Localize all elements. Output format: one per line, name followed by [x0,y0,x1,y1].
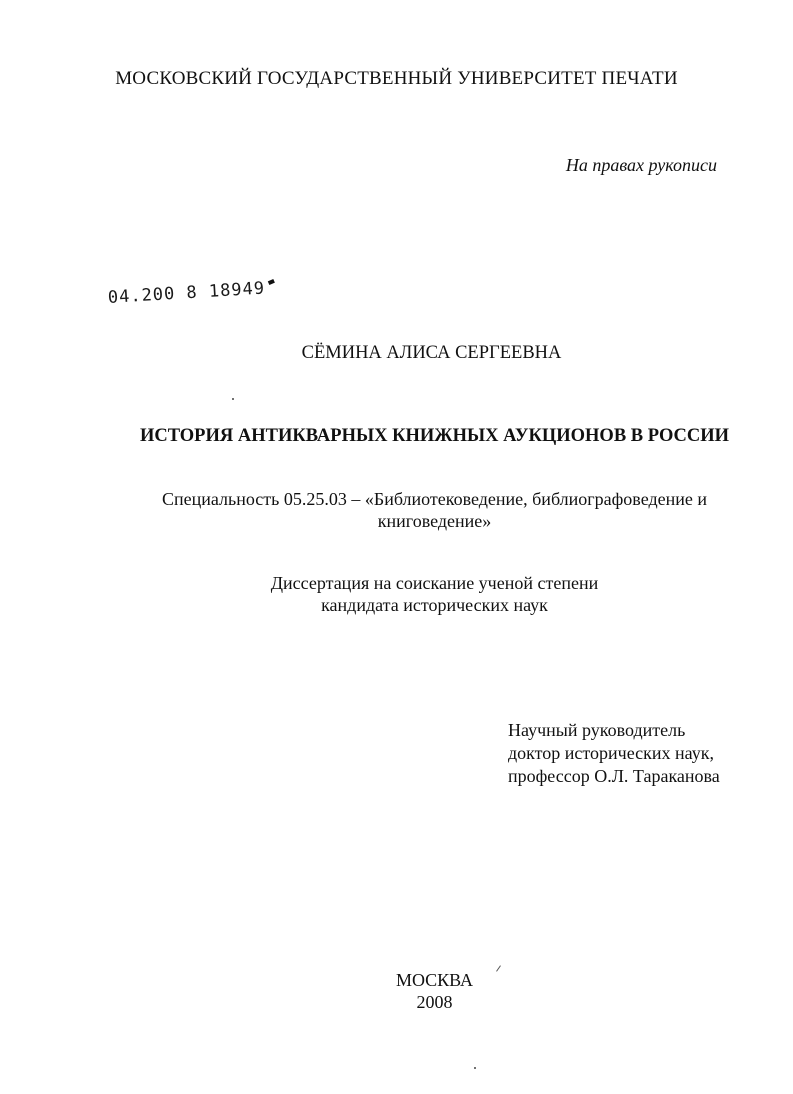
specialty-line-2: книговедение» [377,511,492,531]
advisor-block [508,719,720,788]
advisor-degree: доктор исторических наук, [508,743,714,763]
specialty-line-1: Специальность 05.25.03 – «Библиотековедение, библиографоведение и [161,489,707,509]
library-stamp-number: 04.200 8 18949 [107,278,266,308]
author-name: СЁМИНА АЛИСА СЕРГЕЕВНА [301,343,562,363]
scan-speck [232,398,234,400]
advisor-role: Научный руководитель [508,720,686,740]
degree-line-2: кандидата исторических наук [321,595,548,615]
advisor-name: профессор О.Л. Тараканова [508,766,720,786]
university-name: МОСКОВСКИЙ ГОСУДАРСТВЕННЫЙ УНИВЕРСИТЕТ ПЕЧАТИ [115,68,678,89]
specialty-block [0,488,793,532]
scan-speck [474,1067,476,1069]
manuscript-rights-note: На правах рукописи [565,155,717,175]
degree-block [0,572,793,616]
year: 2008 [416,992,453,1012]
degree-line-1: Диссертация на соискание ученой степени [270,573,599,593]
city-year-block [0,969,793,1013]
dissertation-title: ИСТОРИЯ АНТИКВАРНЫХ КНИЖНЫХ АУКЦИОНОВ В РОССИИ [139,426,730,446]
city-name: МОСКВА [395,970,474,990]
